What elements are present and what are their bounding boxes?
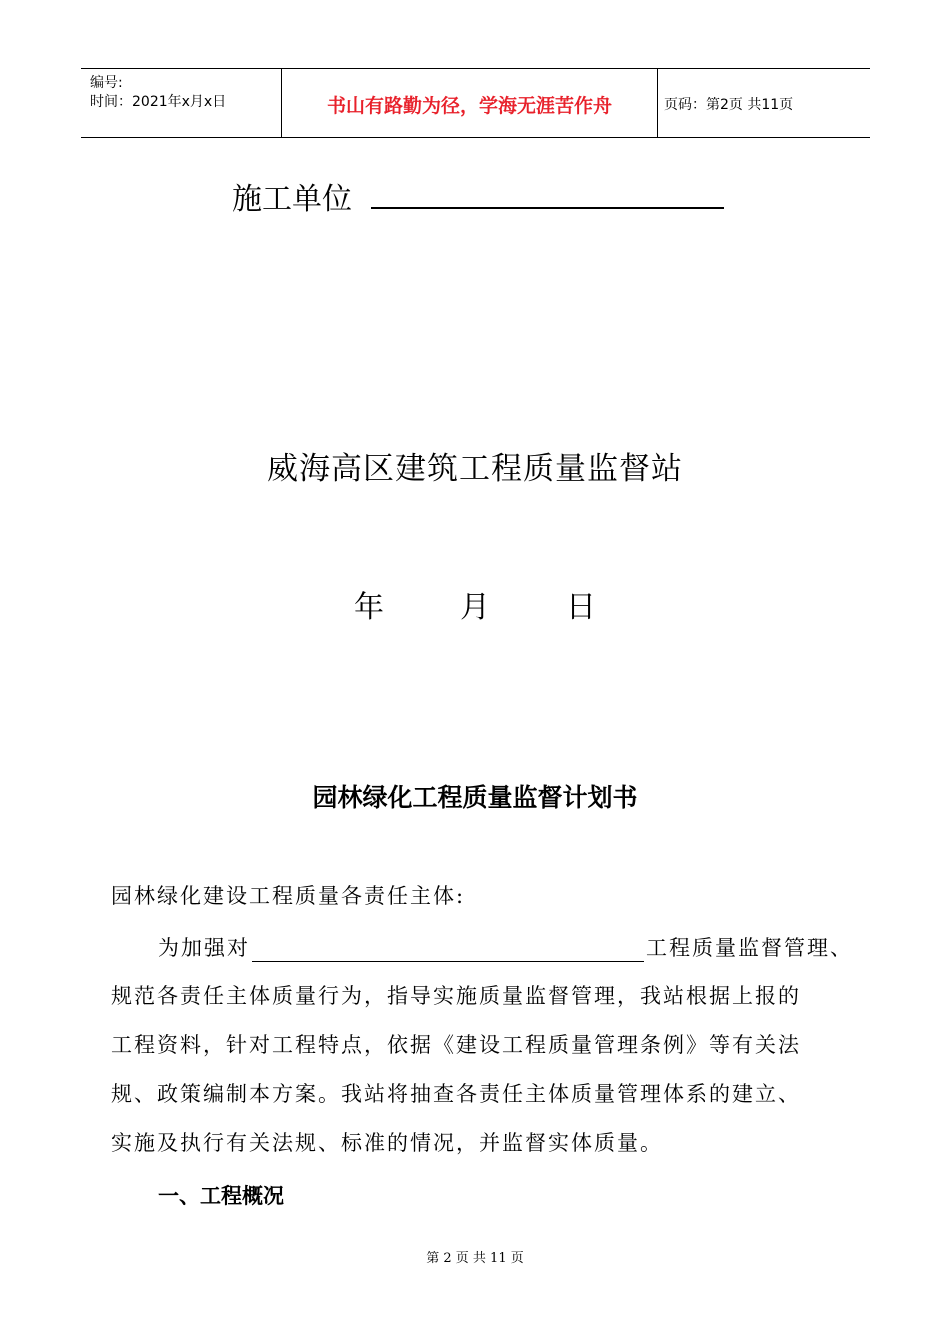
project-name-blank [252,937,644,962]
date-year: 年 [354,590,384,625]
construction-unit-blank [371,207,724,209]
construction-unit-label: 施工单位 [232,182,352,217]
salutation: 园林绿化建设工程质量各责任主体: [111,884,466,908]
number-label: 编号: [90,75,123,91]
paragraph-line-4: 规、政策编制本方案。我站将抽查各责任主体质量管理体系的建立、 [111,1082,801,1106]
p1-suffix: 工程质量监督管理、 [646,936,853,960]
paragraph-line-2: 规范各责任主体质量行为，指导实施质量监督管理，我站根据上报的 [111,984,801,1008]
document-title: 园林绿化工程质量监督计划书 [312,783,638,812]
paragraph-line-5: 实施及执行有关法规、标准的情况，并监督实体质量。 [111,1131,663,1155]
date-day: 日 [566,590,596,625]
page-footer: 第 2 页 共 11 页 [426,1251,524,1266]
date-month: 月 [460,590,490,625]
header-page-cell [658,69,870,137]
time-label: 时间：2021年x月x日 [90,94,227,110]
section-heading-1: 一、工程概况 [158,1184,284,1208]
paragraph-line-3: 工程资料，针对工程特点，依据《建设工程质量管理条例》等有关法 [111,1033,801,1057]
page-info: 页码：第2页 共11页 [664,97,794,113]
header-meta-cell [81,69,282,137]
paragraph-line-1 [158,932,853,962]
p1-prefix: 为加强对 [158,936,250,960]
page-header [81,68,870,138]
motto-text: 书山有路勤为径，学海无涯苦作舟 [326,95,612,117]
station-name: 威海高区建筑工程质量监督站 [267,451,683,487]
header-motto-cell [282,69,658,137]
